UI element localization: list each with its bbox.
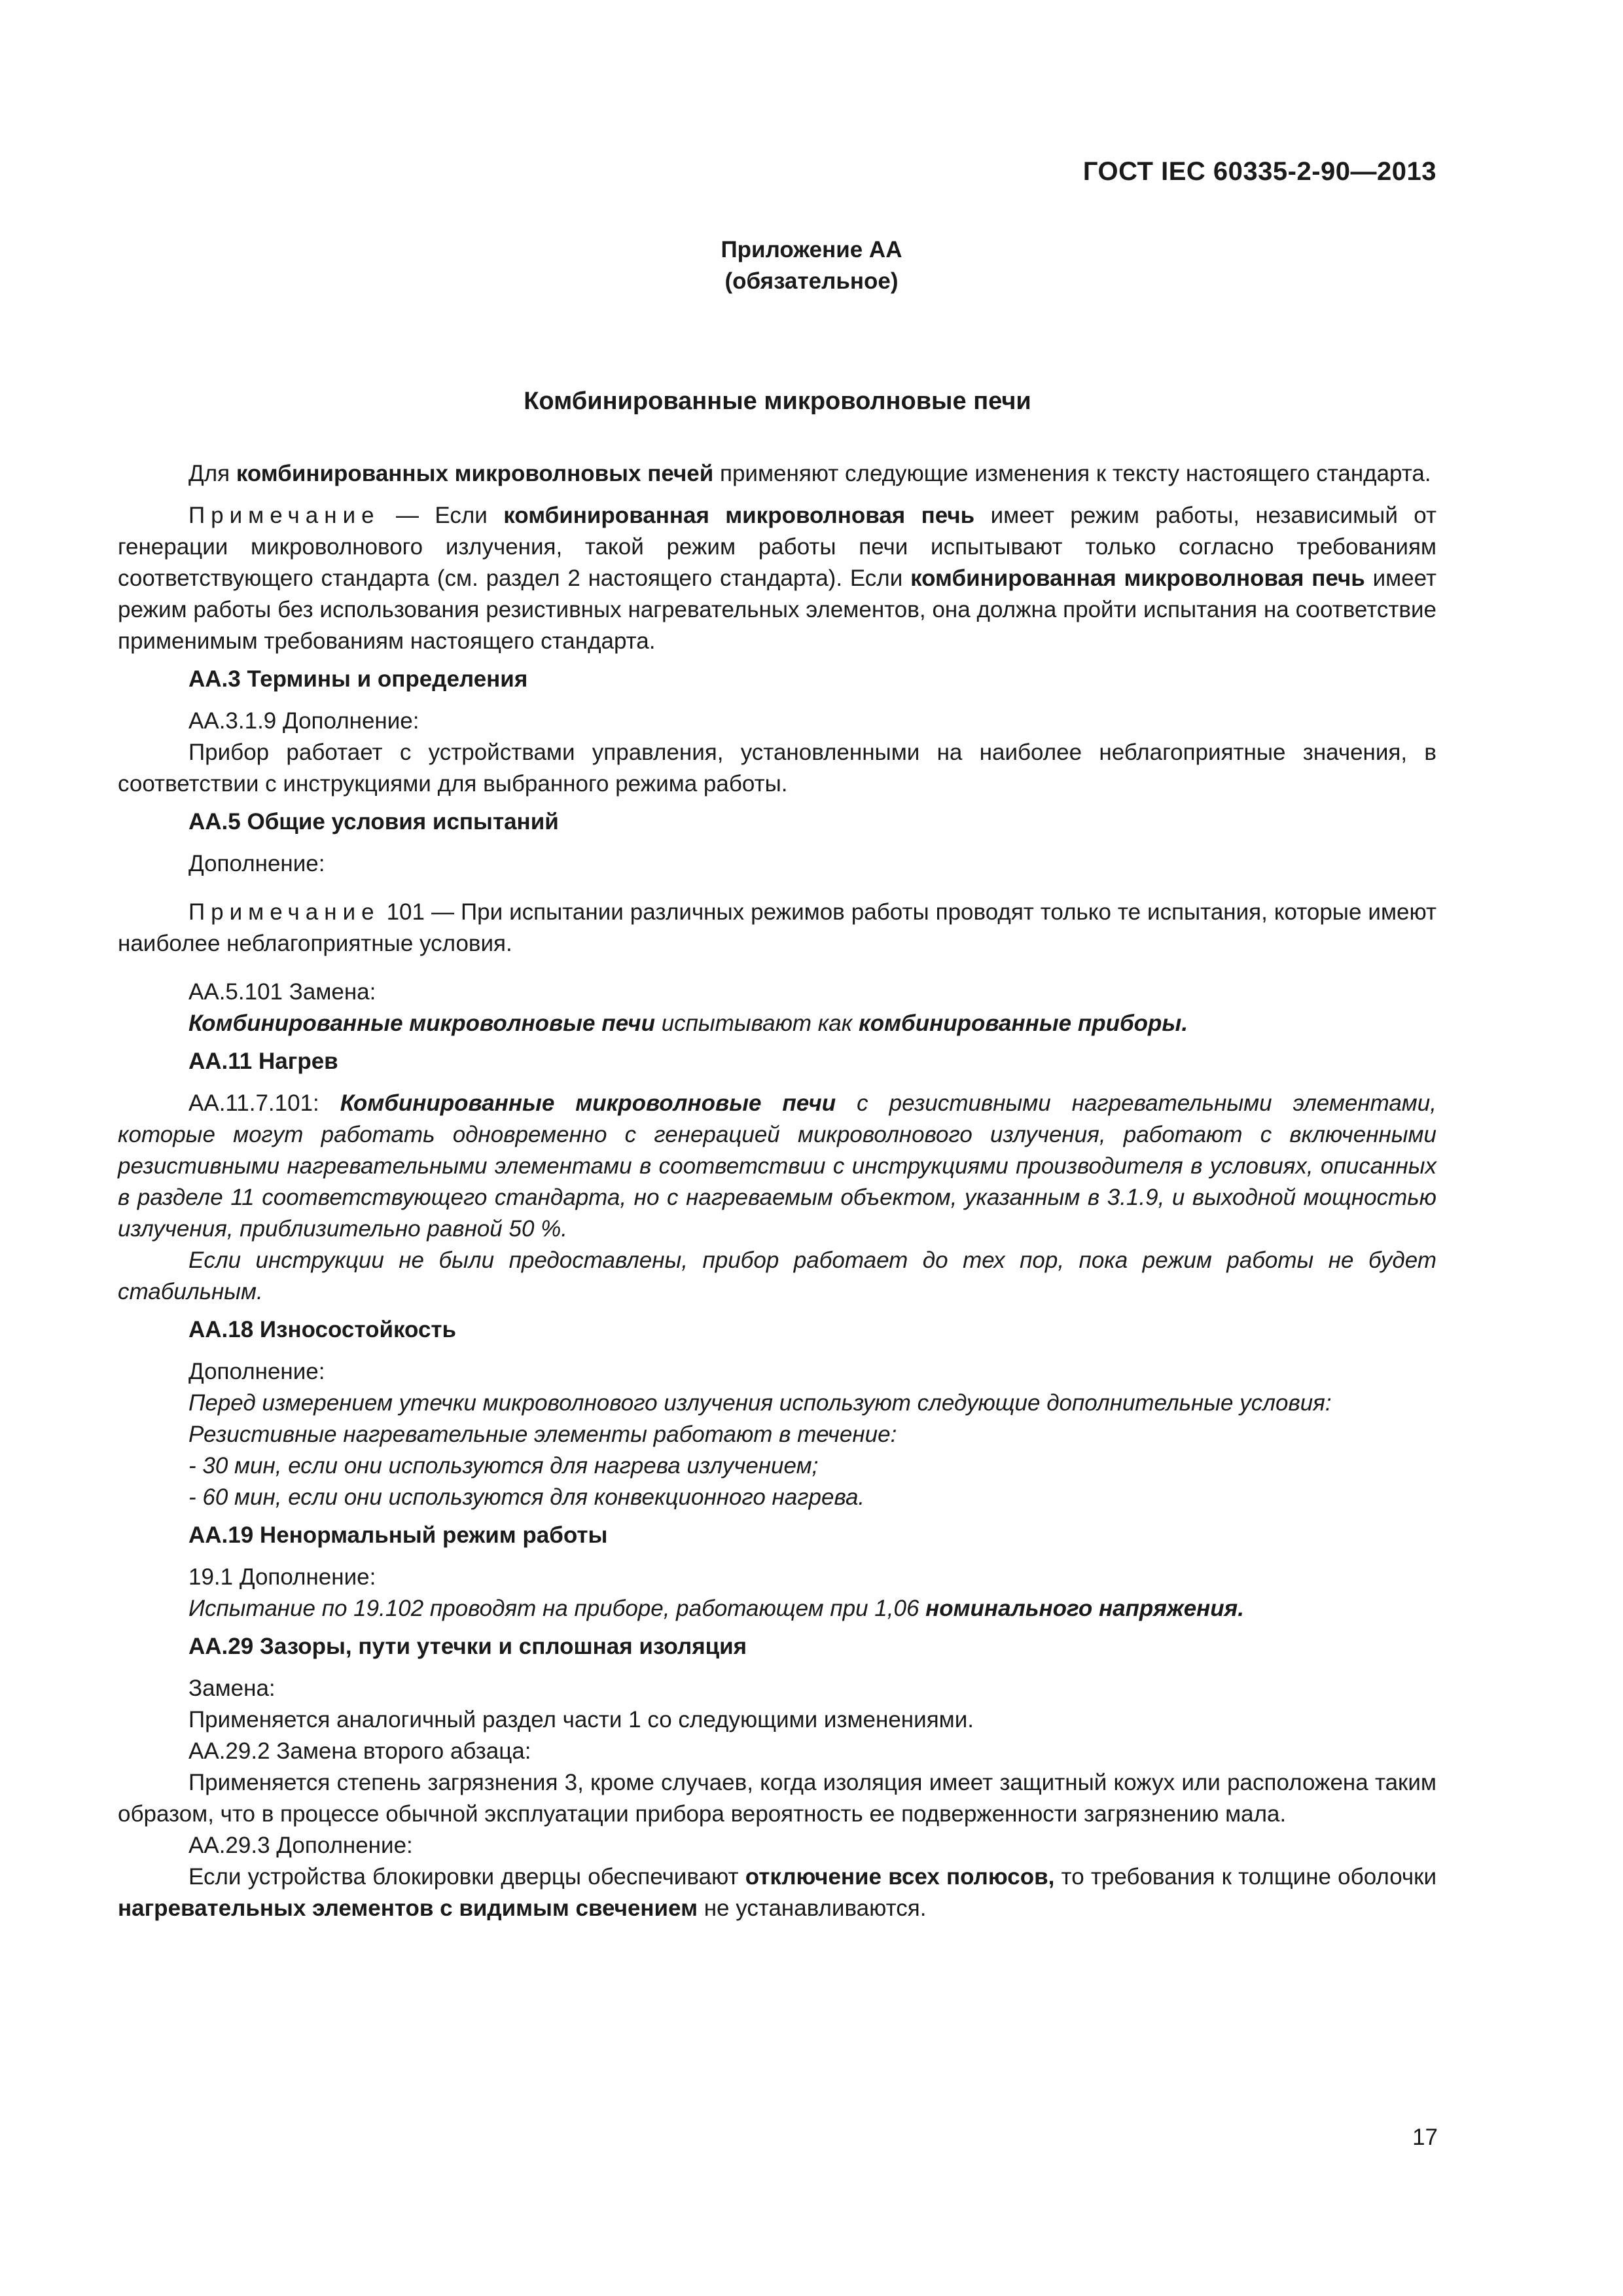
section-heading-aa29: АА.29 Зазоры, пути утечки и сплошная изоляция bbox=[188, 1634, 747, 1659]
section-heading-aa3: АА.3 Термины и определения bbox=[188, 666, 528, 692]
section-heading-aa5: АА.5 Общие условия испытаний bbox=[188, 809, 559, 834]
section-heading-aa18: АА.18 Износостойкость bbox=[188, 1317, 457, 1342]
clause-text: Применяется степень загрязнения 3, кроме случаев, когда изоляция имеет защитный кожух или расположена таким образом, что в процессе обычной эксплуатации прибора вероятность ее подверженности загрязнению мала. bbox=[118, 1770, 1436, 1827]
clause-19-1: 19.1 Дополнение: bbox=[188, 1564, 376, 1590]
page-number: 17 bbox=[1412, 2125, 1438, 2150]
annex-status: (обязательное) bbox=[724, 268, 899, 294]
clause-aa11-7-101: АА.11.7.101: Комбинированные микроволновые печи с резистивными нагревательными элементами, которые могут работать одновременно с генерацией микроволнового излучения, работают с включенными резистивными нагревательными элементами в соответствии с инструкциями производителя в условиях, описанных в разделе 11 соответствующего стандарта, но с нагреваемым объектом, указанным в 3.1.9, и выходной мощностью излучения, приблизительно равной 50 %. bbox=[118, 1090, 1436, 1242]
annex-title: Приложение АА bbox=[721, 237, 902, 262]
note-paragraph: Примечание — Если комбинированная микроволновая печь имеет режим работы, независимый от генерации микроволнового излучения, такой режим работы печи испытывают только согласно требованиям соответствующего стандарта (см. раздел 2 настоящего стандарта). Если комбинированная микроволновая печь имеет режим работы без использования резистивных нагревательных элементов, она должна пройти испытания на соответствие применимым требованиям настоящего стандарта. bbox=[118, 503, 1436, 654]
replacement-label: Замена: bbox=[188, 1676, 276, 1701]
addition-label: Дополнение: bbox=[188, 851, 325, 876]
replacement-text: Комбинированные микроволновые печи испытывают как комбинированные приборы. bbox=[188, 1011, 1188, 1036]
clause-text: Если устройства блокировки дверцы обеспечивают отключение всех полюсов, то требования к толщине оболочки нагревательных элементов с видимым свечением не устанавливаются. bbox=[118, 1864, 1437, 1921]
note-label: Примечание bbox=[188, 503, 380, 528]
annex-heading bbox=[0, 234, 1623, 297]
document-body bbox=[118, 458, 1436, 1924]
note-label: Примечание bbox=[188, 899, 380, 925]
clause-text: Если инструкции не были предоставлены, прибор работает до тех пор, пока режим работы не будет стабильным. bbox=[118, 1247, 1436, 1304]
note-101-paragraph: Примечание 101 — При испытании различных режимов работы проводят только те испытания, которые имеют наиболее неблагоприятные условия. bbox=[118, 899, 1436, 956]
list-item: - 60 мин, если они используются для конвекционного нагрева. bbox=[188, 1484, 865, 1510]
standard-code: ГОСТ IEC 60335-2-90—2013 bbox=[1082, 157, 1436, 186]
clause-text: Применяется аналогичный раздел части 1 со следующими изменениями. bbox=[188, 1707, 974, 1732]
section-heading-aa19: АА.19 Ненормальный режим работы bbox=[188, 1522, 608, 1548]
clause-aa29-2: АА.29.2 Замена второго абзаца: bbox=[188, 1738, 531, 1764]
clause-aa5-101: АА.5.101 Замена: bbox=[188, 979, 376, 1005]
clause-aa29-3: АА.29.3 Дополнение: bbox=[188, 1833, 413, 1858]
clause-text: Испытание по 19.102 проводят на приборе, работающем при 1,06 номинального напряжения. bbox=[188, 1596, 1245, 1621]
list-item: Перед измерением утечки микроволнового излучения используют следующие дополнительные условия: bbox=[188, 1390, 1332, 1416]
addition-label: Дополнение: bbox=[188, 1359, 325, 1384]
list-item: Резистивные нагревательные элементы работают в течение: bbox=[188, 1422, 897, 1447]
intro-paragraph: Для комбинированных микроволновых печей применяют следующие изменения к тексту настоящего стандарта. bbox=[188, 461, 1431, 486]
document-title: Комбинированные микроволновые печи bbox=[524, 387, 1031, 415]
clause-text: Прибор работает с устройствами управления, установленными на наиболее неблагоприятные значения, в соответствии с инструкциями для выбранного режима работы. bbox=[118, 740, 1436, 797]
clause-aa3-1-9: АА.3.1.9 Дополнение: bbox=[188, 708, 419, 734]
section-heading-aa11: АА.11 Нагрев bbox=[188, 1049, 338, 1074]
list-item: - 30 мин, если они используются для нагрева излучением; bbox=[188, 1453, 819, 1479]
